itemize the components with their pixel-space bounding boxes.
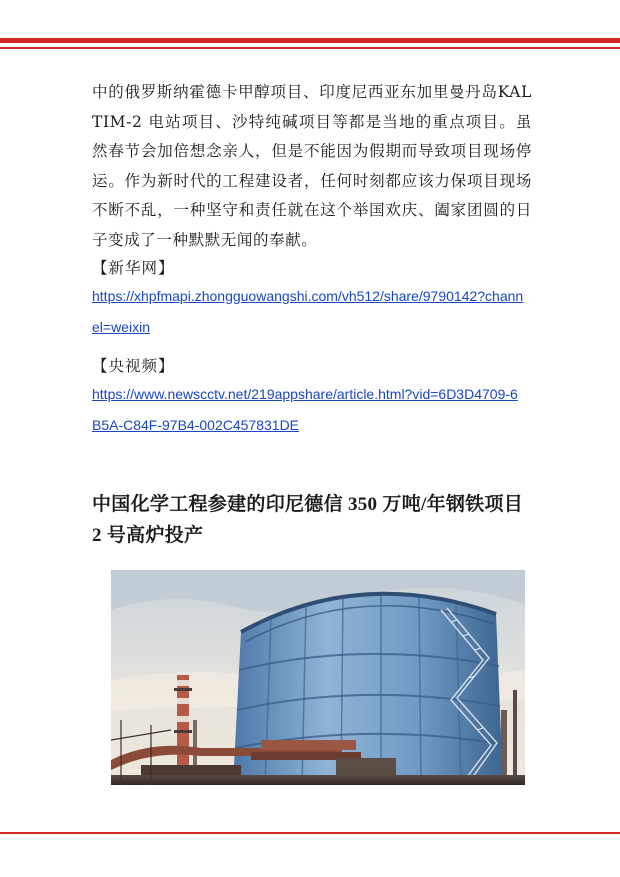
- article-paragraph: 中的俄罗斯纳霍德卡甲醇项目、印度尼西亚东加里曼丹岛KALTIM-2 电站项目、沙特纯碱项目等都是当地的重点项目。虽然春节会加倍想念亲人，但是不能因为假期而导致项目现场停运。作为新时代的工程建设者，任何时刻都应该力保项目现场不断不乱，一种坚守和责任就在这个举国欢庆、阖家团圆的日子变成了一种默默无闻的奉献。: [92, 83, 532, 249]
- article-title: 中国化学工程参建的印尼德信 350 万吨/年钢铁项目 2 号高炉投产: [92, 494, 524, 546]
- xinhua-link[interactable]: https://xhpfmapi.zhongguowangshi.com/vh512/share/9790142?channel=weixin: [92, 288, 524, 335]
- page-content: [92, 78, 532, 551]
- header-rule-thick: [0, 38, 620, 43]
- blast-furnace-photo: [111, 570, 525, 785]
- cctv-link[interactable]: https://www.newscctv.net/219appshare/article.html?vid=6D3D4709-6B5A-C84F-97B4-002C457831DE: [92, 386, 518, 433]
- source-label-xinhua: 【新华网】: [92, 259, 175, 277]
- source-label-cctv: 【央视频】: [92, 357, 175, 375]
- footer-rule: [0, 832, 620, 834]
- header-rule-thin: [0, 47, 620, 49]
